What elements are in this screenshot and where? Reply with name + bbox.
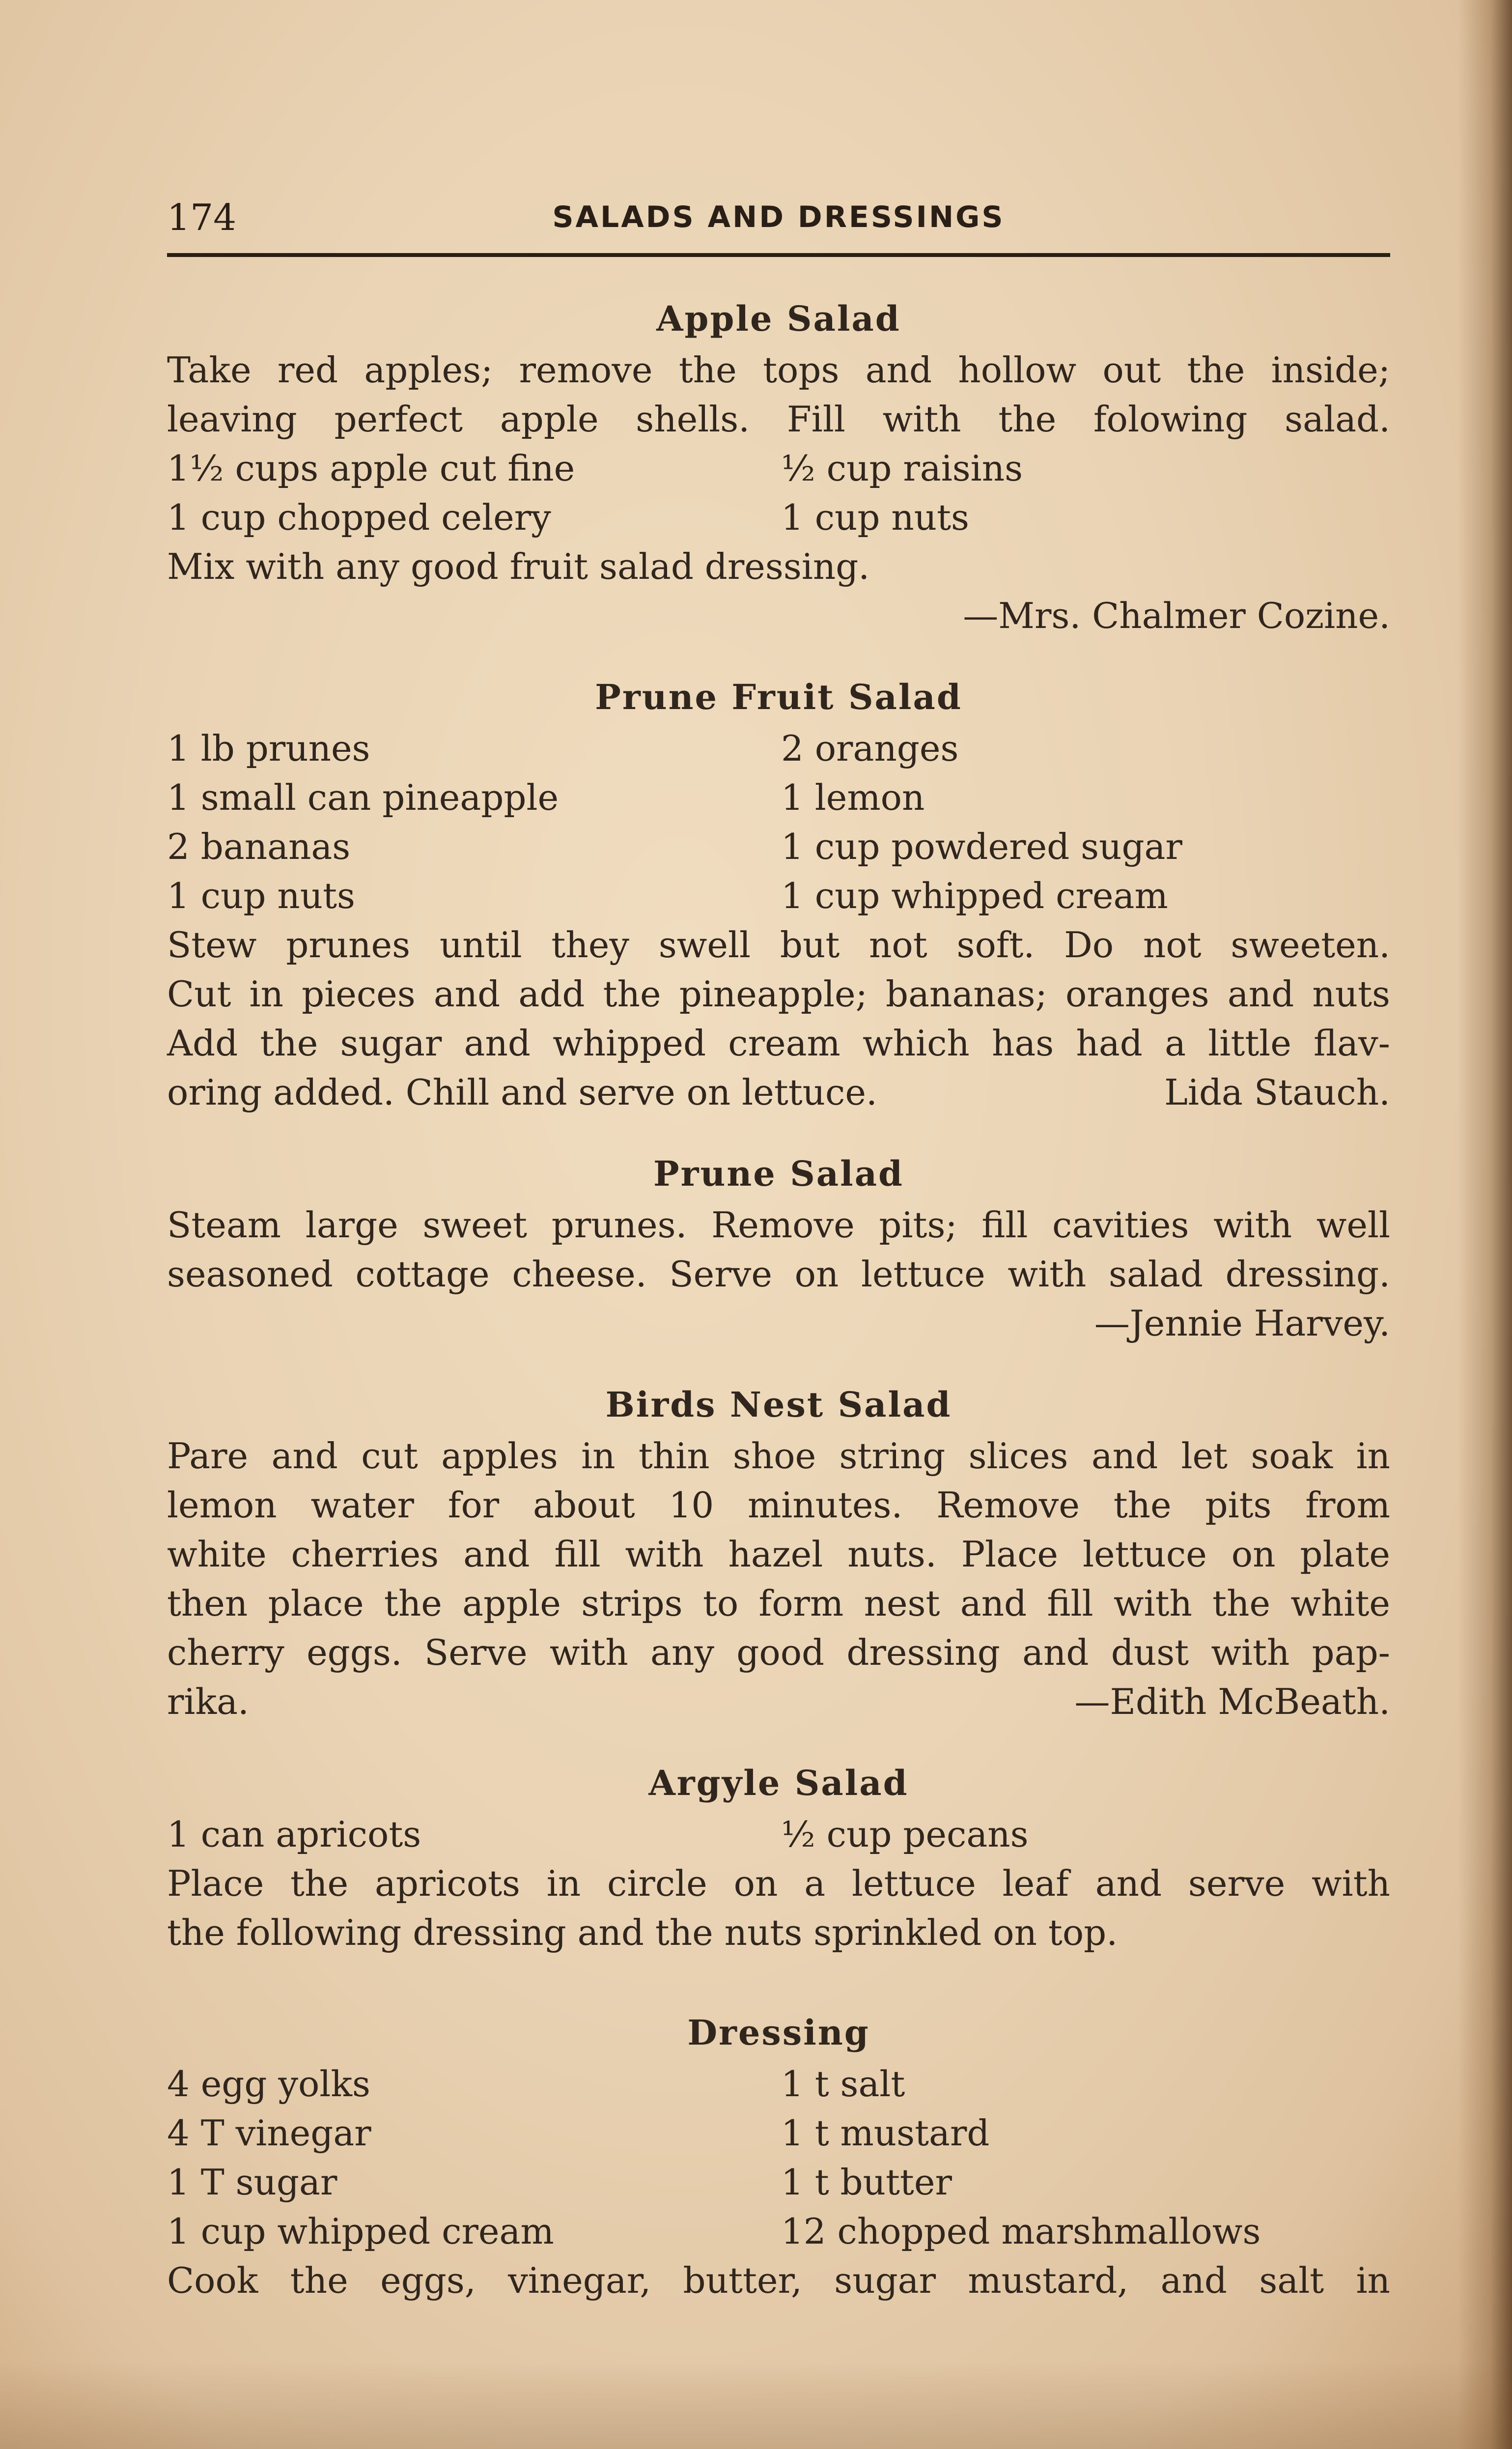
ingredient-left: 1½ cups apple cut fine: [167, 448, 575, 489]
ingredient-left: 1 cup nuts: [167, 875, 355, 916]
recipe-line: Steam large sweet prunes. Remove pits; fill cavities with well: [167, 1204, 1390, 1246]
ingredient-right: 2 oranges: [781, 728, 959, 769]
ingredient-row: [167, 773, 1390, 822]
ingredient-right: 12 chopped marshmallows: [781, 2211, 1261, 2252]
ingredient-right: 1 t butter: [781, 2162, 952, 2203]
page-bottom-shadow: [0, 2361, 1512, 2449]
ingredient-left: 1 cup whipped cream: [167, 2211, 554, 2252]
running-head: SALADS AND DRESSINGS: [552, 200, 1005, 234]
ingredient-row: [167, 444, 1390, 493]
ingredient-left: 1 cup chopped celery: [167, 497, 551, 538]
ingredient-right: ½ cup pecans: [781, 1814, 1029, 1855]
ingredient-right: 1 cup nuts: [781, 497, 969, 538]
recipe-line: lemon water for about 10 minutes. Remove the pits from: [167, 1484, 1390, 1526]
page-header: [167, 194, 1390, 253]
ingredient-right: 1 t salt: [781, 2063, 905, 2105]
recipe-line: white cherries and fill with hazel nuts. Place lettuce on plate: [167, 1534, 1390, 1575]
ingredient-row: [167, 724, 1390, 773]
recipe-line: Take red apples; remove the tops and hollow out the inside;: [167, 349, 1390, 391]
page-content: [167, 292, 1390, 2305]
recipe-title-apple-salad: Apple Salad: [656, 298, 901, 339]
recipe-line: Stew prunes until they swell but not soft. Do not sweeten.: [167, 924, 1390, 966]
recipe-line: Place the apricots in circle on a lettuce leaf and serve with: [167, 1863, 1390, 1904]
ingredient-row: [167, 493, 1390, 542]
recipe-line: oring added. Chill and serve on lettuce.: [167, 1072, 877, 1113]
page-number: 174: [167, 197, 237, 239]
recipe-credit: —Edith McBeath.: [1074, 1681, 1390, 1722]
recipe-line: Add the sugar and whipped cream which has had a little flav-: [167, 1023, 1390, 1064]
ingredient-right: 1 t mustard: [781, 2112, 990, 2154]
recipe-title-prune-salad: Prune Salad: [653, 1153, 904, 1194]
page-edge-shadow: [1458, 0, 1512, 2449]
recipe-line: Cook the eggs, vinegar, butter, sugar mustard, and salt in: [167, 2260, 1390, 2301]
ingredient-row: [167, 2207, 1390, 2256]
recipe-line: Mix with any good fruit salad dressing.: [167, 546, 870, 587]
ingredient-left: 1 small can pineapple: [167, 777, 559, 818]
recipe-credit: —Mrs. Chalmer Cozine.: [963, 595, 1390, 636]
ingredient-left: 4 egg yolks: [167, 2063, 370, 2105]
ingredient-row: [167, 871, 1390, 920]
ingredient-right: 1 cup whipped cream: [781, 875, 1168, 916]
recipe-title-prune-fruit-salad: Prune Fruit Salad: [595, 677, 962, 717]
ingredient-row: [167, 2059, 1390, 2108]
recipe-title-dressing: Dressing: [687, 2012, 870, 2053]
recipe-line: leaving perfect apple shells. Fill with the folowing salad.: [167, 399, 1390, 440]
recipe-line: the following dressing and the nuts sprinkled on top.: [167, 1912, 1118, 1953]
ingredient-row: [167, 2158, 1390, 2207]
recipe-credit: —Jennie Harvey.: [1094, 1303, 1390, 1344]
ingredient-left: 2 bananas: [167, 826, 351, 867]
ingredient-left: 1 can apricots: [167, 1814, 421, 1855]
ingredient-row: [167, 2108, 1390, 2158]
recipe-line: Pare and cut apples in thin shoe string slices and let soak in: [167, 1435, 1390, 1477]
recipe-title-argyle-salad: Argyle Salad: [648, 1763, 909, 1803]
recipe-line: rika.: [167, 1681, 249, 1722]
ingredient-row: [167, 822, 1390, 871]
ingredient-left: 1 lb prunes: [167, 728, 370, 769]
ingredient-right: 1 lemon: [781, 777, 925, 818]
recipe-line: cherry eggs. Serve with any good dressing and dust with pap-: [167, 1632, 1390, 1673]
recipe-line: seasoned cottage cheese. Serve on lettuce with salad dressing.: [167, 1253, 1390, 1295]
recipe-line: Cut in pieces and add the pineapple; bananas; oranges and nuts: [167, 973, 1390, 1015]
header-rule: [167, 253, 1390, 257]
recipe-credit: Lida Stauch.: [1164, 1072, 1390, 1113]
ingredient-left: 4 T vinegar: [167, 2112, 371, 2154]
recipe-title-birds-nest-salad: Birds Nest Salad: [605, 1384, 952, 1425]
recipe-final-line: [167, 1677, 1390, 1726]
ingredient-right: 1 cup powdered sugar: [781, 826, 1182, 867]
recipe-final-line: [167, 1068, 1390, 1117]
ingredient-row: [167, 1810, 1390, 1859]
ingredient-left: 1 T sugar: [167, 2162, 337, 2203]
recipe-line: then place the apple strips to form nest and fill with the white: [167, 1583, 1390, 1624]
ingredient-right: ½ cup raisins: [781, 448, 1023, 489]
